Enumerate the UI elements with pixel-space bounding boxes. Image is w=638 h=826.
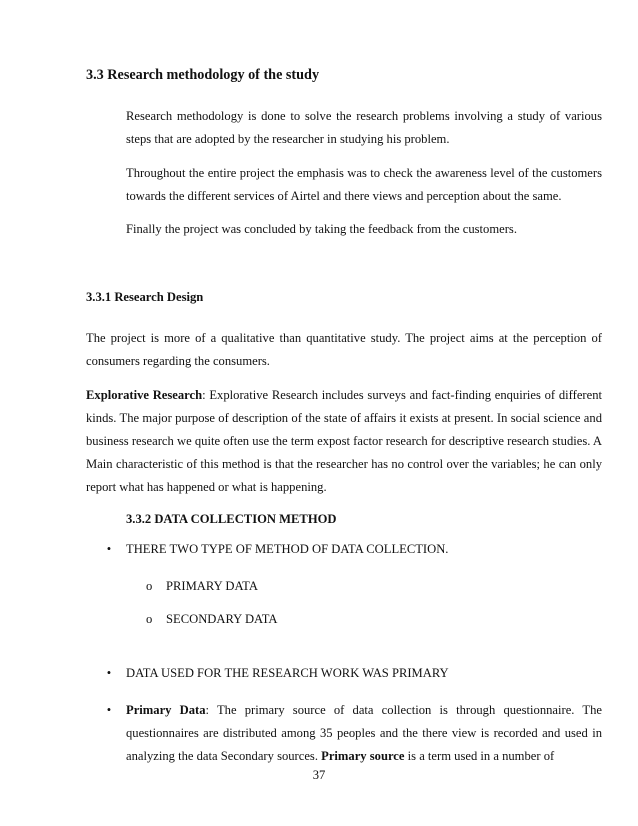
sub-item-primary-data: PRIMARY DATA (166, 579, 258, 593)
sub-list-item (146, 577, 258, 595)
primary-source-text: is a term used in a number of (404, 749, 555, 763)
bullet-text-primary-data (126, 699, 602, 768)
primary-source-label: Primary source (321, 749, 405, 763)
bullet-icon: • (106, 542, 112, 556)
bullet-text-data-used: DATA USED FOR THE RESEARCH WORK WAS PRIMARY (126, 666, 449, 680)
explorative-research-text: : Explorative Research includes surveys and fact-finding enquiries of different kinds. The major purpose of description of the state of affairs it exists at present. In social science and business research we quite often use the term expost factor research for descriptive research studies. A Main characteristic of this method is that the researcher has no control over the variables; he can only report what has happened or what is happening. (86, 388, 602, 494)
section-heading-3-3-2: 3.3.2 DATA COLLECTION METHOD (126, 512, 337, 526)
research-design-paragraph: The project is more of a qualitative than quantitative study. The project aims at the perception of consumers regarding the consumers. (86, 331, 602, 368)
methodology-paragraph-1: Research methodology is done to solve the research problems involving a study of various steps that are adopted by the researcher in studying his problem. (126, 109, 602, 146)
primary-data-text: : The primary source of data collection is through questionnaire. The questionnaires are distributed among 35 peoples and the there view is recorded and used in analyzing the data Secondary sources. (126, 703, 602, 763)
bullet-text-method-types: THERE TWO TYPE OF METHOD OF DATA COLLECTION. (126, 542, 449, 556)
bullet-icon: • (106, 666, 112, 680)
section-heading-3-3-1: 3.3.1 Research Design (86, 290, 204, 304)
bullet-icon: • (106, 703, 112, 717)
explorative-research-label: Explorative Research (86, 388, 203, 402)
sub-list-item (146, 610, 278, 628)
methodology-paragraph-3: Finally the project was concluded by taking the feedback from the customers. (126, 222, 517, 236)
circle-bullet-icon: o (146, 579, 153, 593)
page-number: 37 (312, 768, 326, 782)
section-heading-3-3: 3.3 Research methodology of the study (86, 67, 320, 83)
methodology-paragraph-2: Throughout the entire project the emphasis was to check the awareness level of the customers towards the different services of Airtel and there views and perception about the same. (126, 166, 602, 203)
sub-item-secondary-data: SECONDARY DATA (166, 612, 278, 626)
explorative-research-paragraph (86, 384, 602, 499)
primary-data-label: Primary Data (126, 703, 206, 717)
circle-bullet-icon: o (146, 612, 153, 626)
